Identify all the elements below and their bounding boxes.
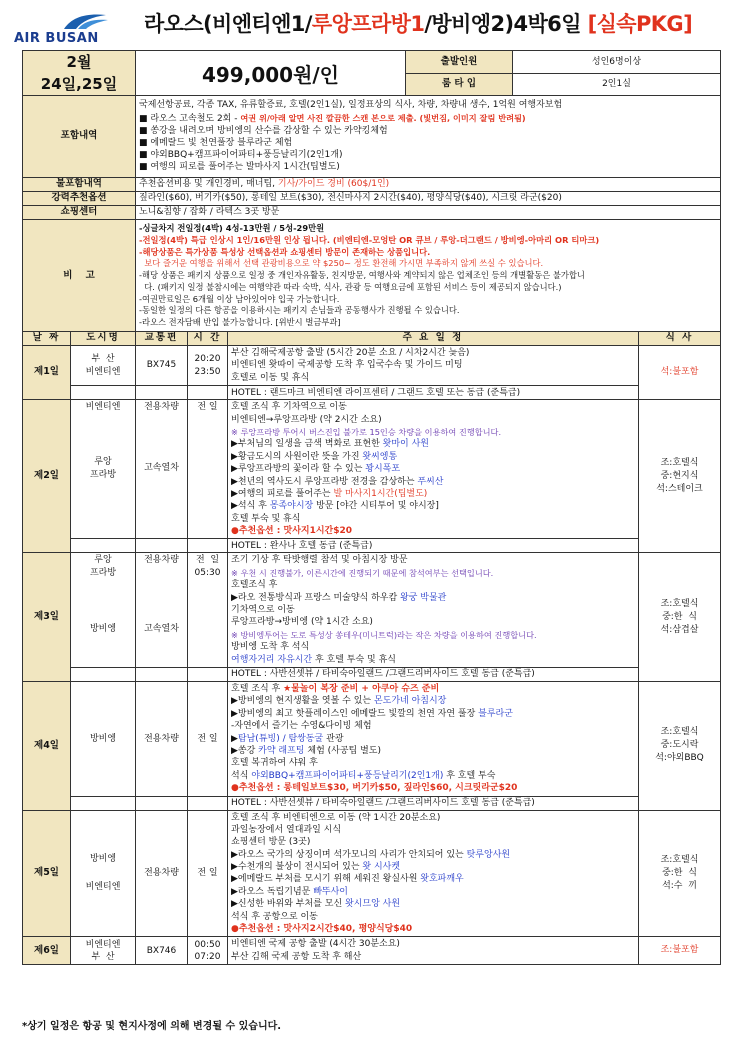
schedule-line: 비엔티엔 왓따이 국제공항 도착 후 입국수속 및 가이드 미팅: [231, 360, 463, 371]
schedule-line: 조기 기상 후 탁밧행렬 참석 및 아침시장 방문: [231, 555, 408, 566]
sight-name: 푸씨산: [417, 476, 444, 487]
remark: -전일정(4박) 특급 인상시 1인/16만원 인상 됩니다. (비엔티엔-모엉탄 OR 큐브 / 루앙-더그랜드 / 방비엥-아마리 OR 티마크): [139, 234, 600, 245]
schedule-line: [231, 592, 635, 604]
schedule-line: [231, 488, 635, 500]
schedule-text: 호텔 조식 후: [231, 683, 284, 694]
sight-name: 야외BBQ+캠프파이어파티+풍등날리기(2인1개): [251, 770, 444, 781]
schedule-line: [231, 451, 635, 463]
schedule-line: 석식 후 공항으로 이동: [231, 911, 318, 922]
recommended-option: ●추천옵션 : 맛사지2시간$40, 평양식당$40: [231, 924, 413, 935]
schedule-line: [231, 745, 635, 757]
day-label: 제1일: [23, 346, 71, 400]
excluded-text: [136, 178, 721, 192]
recommended-option: ●추천옵션 : 롱테일보트$30, 버기카$50, 짚라인$60, 시크릿라군$20: [231, 783, 518, 794]
day-transport: BX745: [136, 346, 188, 386]
day-meal: 조:호텔식 중:현지식 석:스테이크: [639, 400, 721, 553]
included-item: [139, 112, 717, 125]
title-highlight: 루앙프라방1: [311, 12, 425, 36]
schedule-line: [231, 898, 635, 910]
schedule-line: [231, 886, 635, 898]
schedule-line: 쇼핑센터 방문 (3곳): [231, 837, 311, 848]
prep-note: ★물놀이 복장 준비 + 아쿠아 슈즈 준비: [283, 683, 440, 694]
day-time: 00:50 07:20: [188, 937, 228, 965]
schedule-text: ▶수천개의 불상이 전시되어 있는: [231, 862, 363, 873]
included-item: ■ 쏭강을 내려오며 방비엥의 산수를 감상할 수 있는 카약킹체험: [139, 125, 388, 136]
schedule-line: [231, 695, 635, 707]
day-row: [23, 810, 721, 937]
schedule-note: ※ 방비엥투어는 도로 특성상 쏭테우(미니트럭)라는 작은 차량을 이용하여 진행합니다.: [231, 629, 537, 640]
schedule-line: [231, 683, 635, 695]
excluded-label: 불포함내역: [23, 178, 136, 192]
day-label: 제6일: [23, 937, 71, 965]
col-meal: 식 사: [639, 332, 721, 346]
schedule-line: 비엔티엔→루앙프라방 (약 2시간 소요): [231, 414, 382, 425]
day-city: 부 산 비엔티엔: [71, 346, 136, 386]
wing-icon: [34, 11, 144, 31]
schedule-text: ▶: [231, 733, 238, 744]
remark: -라오스 전자담배 반입 불가능합니다. [위반시 벌금부과]: [139, 317, 341, 328]
schedule-text: 방문 [야간 시티투어 및 야시장]: [313, 501, 439, 512]
itinerary-table: [22, 331, 721, 965]
schedule-line: 기차역으로 이동: [231, 605, 295, 616]
included-list: [136, 96, 721, 178]
travel-dates: [23, 51, 136, 96]
col-city: 도시명: [71, 332, 136, 346]
col-schedule: 주 요 일 정: [228, 332, 639, 346]
day-schedule: [228, 937, 639, 965]
schedule-text: ▶부처님의 일생을 금색 벽화로 표현한: [231, 439, 383, 450]
day-row: [23, 346, 721, 386]
options-text: 짚라인($60), 버기카($50), 롱테일 보트($30), 전신마사지 2시간($40), 평양식당($40), 시크릿 라군($20): [136, 192, 721, 206]
day-meal: 석:불포함: [639, 346, 721, 400]
sight-name: 탓루앙사원: [466, 849, 511, 860]
schedule-text: ▶쏭강: [231, 745, 259, 756]
day-transport: BX746: [136, 937, 188, 965]
remark: -여권만료일은 6개월 이상 남아있어야 입국 가능합니다.: [139, 293, 340, 304]
day-hotel: HOTEL : 사반선셋뷰 / 타비숙아일랜드 /그랜드리버사이드 호텔 동급 (준특급): [228, 796, 639, 810]
schedule-line: 방비엥 도착 후 석식: [231, 642, 310, 653]
schedule-line: 호텔 조식 후 비엔티엔으로 이동 (약 1시간 20분소요): [231, 812, 441, 823]
sight-name: 카약 래프팅: [258, 745, 305, 756]
sight-name: 왓호파깨우: [420, 874, 464, 885]
room-value: 2인1실: [513, 73, 721, 96]
schedule-text: ▶신성한 바위와 부처를 모신: [231, 899, 345, 910]
schedule-note: ※ 루앙프라방 투어시 버스진입 불가로 15인승 차량을 이용하여 진행합니다.: [231, 426, 502, 437]
day-transport: 전용차량: [136, 681, 188, 796]
schedule-line: 호텔 조식 후 기차역으로 이동: [231, 402, 347, 413]
remark: 다. (패키지 일정 불참시에는 여행약관 따라 숙박, 식사, 관광 등 여행요금에 포함된 서비스 등이 제공되지 않습니다.): [139, 281, 562, 292]
transport-name: 전용차량: [144, 555, 179, 566]
schedule-line: [231, 463, 635, 475]
footer-note: *상기 일정은 항공 및 현지사정에 의해 변경될 수 있습니다.: [22, 1021, 282, 1032]
sight-name: 왓마이 사원: [382, 439, 429, 450]
schedule-line: [231, 654, 635, 666]
schedule-line: 과일농장에서 열대과일 시식: [231, 824, 342, 835]
sight-name: 몽족야시장: [269, 501, 314, 512]
day-transport: [136, 400, 188, 539]
day-city: 방비엥: [71, 681, 136, 796]
day-time: 전 일: [188, 810, 228, 937]
schedule-line: [231, 733, 635, 745]
sight-name: 왕궁 박물관: [400, 592, 447, 603]
recommended-option: ●추천옵션 : 맛사지1시간$20: [231, 526, 353, 537]
day-row: [23, 937, 721, 965]
title-part: 라오스(비엔티엔1/: [144, 12, 312, 36]
schedule-text: ▶방비엥의 최고 핫플레이스인 에메랄드 빛깔의 천연 자연 풀장: [231, 708, 479, 719]
air-busan-logo: [14, 13, 124, 47]
schedule-line: 부산 김해국제공항 출발 (5시간 20분 소요 / 시차2시간 늦음): [231, 348, 470, 358]
transport-name: 고속열차: [144, 463, 179, 474]
schedule-line: [231, 708, 635, 720]
day-label: 제2일: [23, 400, 71, 553]
day-city: [71, 400, 136, 539]
schedule-line: [231, 849, 635, 861]
included-item: ■ 에메랄드 빛 천연풀장 블루라군 체험: [139, 138, 293, 148]
day-city: 비엔티엔 부 산: [71, 937, 136, 965]
day-meal: 조:호텔식 중:한 식 석:수 끼: [639, 810, 721, 937]
remarks-label: 비 고: [23, 220, 136, 333]
travel-days: 24일,25일: [40, 75, 118, 93]
sight-name: 블루라군: [478, 708, 513, 719]
schedule-line: 루앙프라방→방비엥 (약 1시간 소요): [231, 617, 373, 628]
schedule-text: ▶에메랄드 부처를 모시기 위해 세워진 왕실사원: [231, 874, 421, 885]
departure-value: 성인6명이상: [513, 51, 721, 74]
day-city: [71, 553, 136, 668]
day-hotel: HOTEL : 완사나 호텔 동급 (준특급): [228, 539, 639, 553]
sight-name: 몬도가네 아침시장: [373, 696, 447, 707]
shopping-label: 쇼핑센터: [23, 206, 136, 220]
remark: -싱글차지 전일정(4박) 4성-13만원 / 5성-29만원: [139, 222, 325, 233]
included-label: 포함내역: [23, 96, 136, 178]
sight-name: 왓 시사켓: [362, 862, 401, 873]
city-name: 루앙 프라방: [89, 457, 117, 480]
schedule-text: ▶라오스 독립기념문: [231, 886, 314, 897]
schedule-note: ※ 우천 시 진행불가, 이른시간에 진행되기 때문에 참석여부는 선택입니다.: [231, 567, 494, 578]
departure-label: 출발인원: [406, 51, 513, 74]
transport-name: 고속열차: [144, 623, 179, 634]
excluded-main: 추천옵션비용 및 개인경비, 매너팁,: [139, 179, 278, 190]
schedule-line: [231, 500, 635, 512]
schedule-text: ▶여행의 피로를 풀어주는: [231, 488, 334, 499]
day-city: 방비엥 비엔티엔: [71, 810, 136, 937]
day-meal: 조:호텔식 중:도시락 석:야외BBQ: [639, 681, 721, 810]
page-title: [144, 8, 734, 38]
schedule-text: 체험 (사공팁 별도): [304, 745, 381, 756]
summary-table: [22, 50, 721, 96]
sight-name: 왓시므앙 사원: [345, 899, 401, 910]
remarks-list: [136, 220, 721, 333]
day-time: 전 일: [188, 400, 228, 539]
schedule-line: 호텔조식 후: [231, 580, 278, 591]
schedule-text: ▶방비엥의 현지생활을 엿볼 수 있는: [231, 696, 374, 707]
city-name: 루앙 프라방: [89, 555, 117, 578]
day-time: 20:20 23:50: [188, 346, 228, 386]
day-schedule: [228, 346, 639, 386]
day-schedule: [228, 400, 639, 539]
header: [0, 0, 743, 50]
sight-name: 꽝시폭포: [365, 464, 401, 475]
sight-name: 왓씨엥통: [362, 451, 398, 462]
schedule-text: ▶루앙프라방의 꽃이라 할 수 있는: [231, 464, 366, 475]
day-transport: 전용차량: [136, 810, 188, 937]
schedule-line: 호텔로 이동 및 휴식: [231, 372, 310, 383]
remark: -해당상품은 특가상품 특성상 선택옵션과 쇼핑센터 방문이 존재하는 상품입니다.: [139, 246, 431, 257]
schedule-line: 호텔 복귀하여 샤워 후: [231, 758, 318, 769]
excluded-guide-fee: 기사/가이드 경비 (60$/1인): [277, 179, 390, 190]
included-item: 국제선항공료, 각종 TAX, 유류할증료, 호텔(2인1실), 일정표상의 식사, 차량, 차량내 생수, 1억원 여행자보험: [139, 100, 563, 111]
schedule-text: 석식: [231, 770, 252, 781]
sight-name: 발 마사지1시간(팁별도): [333, 488, 428, 499]
travel-month: 2월: [66, 53, 92, 71]
schedule-line: [231, 770, 635, 782]
schedule-text: 관광: [323, 733, 344, 744]
transport-name: 전용차량: [144, 402, 179, 413]
title-part: /방비엥2)4박6일: [424, 12, 588, 36]
schedule-line: -자연에서 즐기는 수영&다이빙 체험: [231, 721, 372, 732]
included-note: 여권 위/아래 알면 사진 깔끔한 스캔 본으로 제출. (빛번짐, 이미지 잘림 반려됨): [240, 112, 526, 123]
day-time: 전 일: [188, 681, 228, 796]
schedule-text: 후 호텔 투숙: [443, 770, 496, 781]
sight-name: 빠뚜사이: [313, 886, 348, 897]
logo-text: AIR BUSAN: [14, 31, 99, 46]
day-row: [23, 553, 721, 668]
remark: 보다 즐거운 여행을 위해서 선택 관광비용으로 약 $250~ 정도 환전해 가시면 부족하지 않게 쓰실 수 있습니다.: [139, 258, 544, 269]
included-item: ■ 야외BBQ+캠프파이어파티+풍등날리기(2인1개): [139, 150, 343, 161]
schedule-text: ▶천년의 역사도시 루앙프라방 전경을 감상하는: [231, 476, 418, 487]
info-table: [22, 95, 721, 333]
price: 499,000원/인: [136, 51, 406, 96]
schedule-text: 후 호텔 투숙 및 휴식: [312, 654, 396, 665]
day-hotel: HOTEL : 랜드마크 비엔티엔 라이프센터 / 그랜드 호텔 또는 동급 (준특급): [228, 386, 639, 400]
day-label: 제5일: [23, 810, 71, 937]
shopping-text: 노니&침향 / 잡화 / 라텍스 3곳 방문: [136, 206, 721, 220]
day-hotel: HOTEL : 사반선셋뷰 / 타비숙아일랜드 /그랜드리버사이드 호텔 동급 (준특급): [228, 667, 639, 681]
options-label: 강력추천옵션: [23, 192, 136, 206]
schedule-text: ▶석식 후: [231, 501, 270, 512]
included-item: ■ 여행의 피로를 풀어주는 발마사지 1시간(팁별도): [139, 162, 340, 173]
day-row: [23, 681, 721, 796]
title-tag: [실속PKG]: [587, 12, 693, 36]
day-schedule: [228, 681, 639, 796]
city-name: 비엔티엔: [85, 402, 121, 413]
schedule-text: ▶라오스 국가의 상징이며 석가모니의 사리가 안치되어 있는: [231, 849, 467, 860]
schedule-line: [231, 873, 635, 885]
schedule-line: [231, 861, 635, 873]
sight-name: 여행자거리 자유시간: [231, 654, 313, 665]
day-label: 제3일: [23, 553, 71, 682]
schedule-text: ▶황금도시의 사원이란 뜻을 가진: [231, 451, 363, 462]
day-schedule: [228, 810, 639, 937]
day-transport: [136, 553, 188, 668]
schedule-line: [231, 438, 635, 450]
remark: -해당 상품은 패키지 상품으로 일정 중 개인자유활동, 친지방문, 여행사와 계약되지 않은 업체조인 등의 개별활동은 불가합니: [139, 270, 585, 281]
col-date: 날 짜: [23, 332, 71, 346]
schedule-line: [231, 476, 635, 488]
day-schedule: [228, 553, 639, 668]
room-label: 룸 타 입: [406, 73, 513, 96]
city-name: 방비엥: [89, 623, 117, 634]
day-label: 제4일: [23, 681, 71, 810]
day-meal: 조:호텔식 중:한 식 석:삼겹살: [639, 553, 721, 682]
sight-name: 탐남(튜빙) / 탐쌍동굴: [237, 733, 324, 744]
remark: -동일한 일정의 다른 항공을 이용하시는 패키지 손님들과 공동행사가 진행될 수 있습니다.: [139, 305, 460, 316]
schedule-line: 호텔 투숙 및 휴식: [231, 513, 301, 524]
schedule-text: ▶라오 전통방식과 프랑스 미술양식 하우캄: [231, 592, 401, 603]
col-time: 시 간: [188, 332, 228, 346]
col-transport: 교통편: [136, 332, 188, 346]
included-text: ■ 라오스 고속철도 2회 -: [139, 113, 241, 124]
schedule-line: 부산 김해 국제 공항 도착 후 해산: [231, 951, 362, 962]
day-time: 전 일 05:30: [188, 553, 228, 668]
day-meal: 조:불포함: [639, 937, 721, 965]
day-row: [23, 400, 721, 539]
schedule-line: 비엔티엔 국제 공항 출발 (4시간 30분소요): [231, 939, 400, 950]
